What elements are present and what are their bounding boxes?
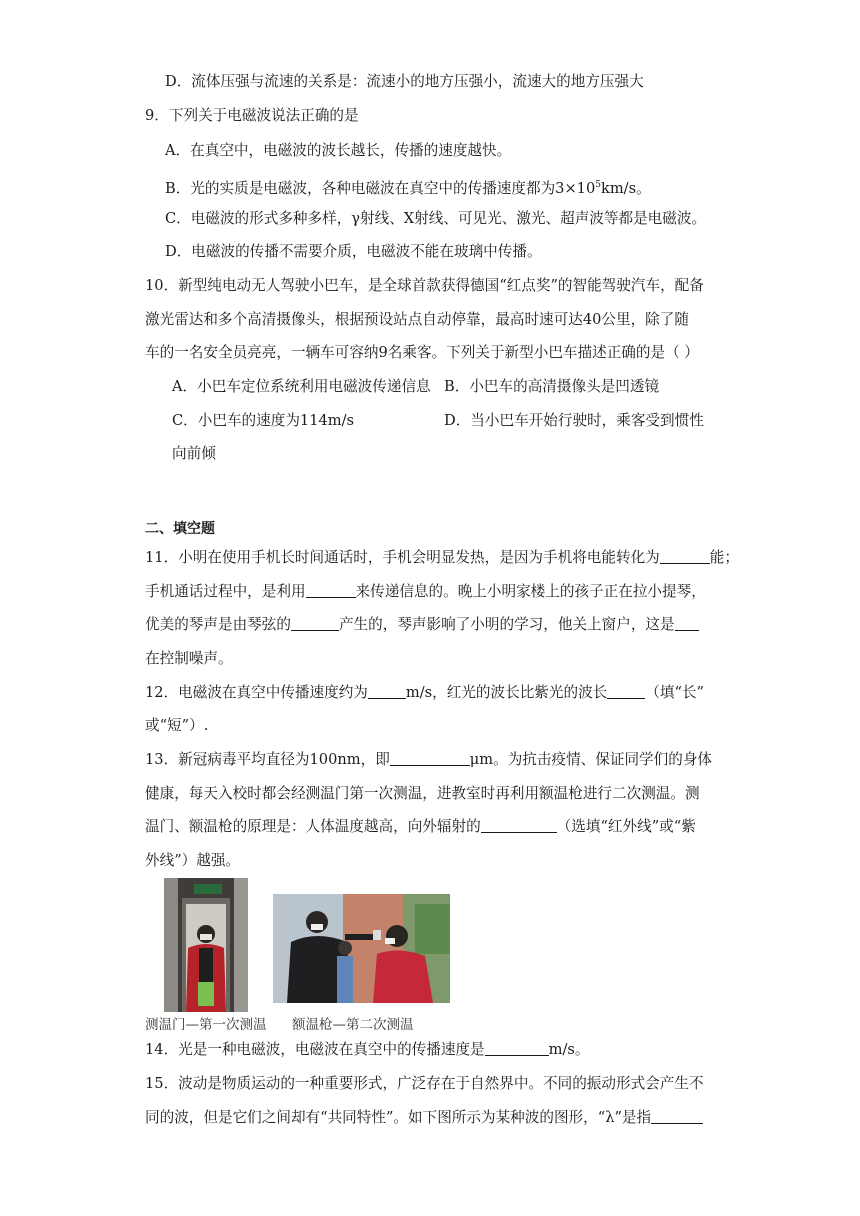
q12-line-1-mid: m/s，红光的波长比紫光的波长 <box>405 684 608 701</box>
q9-option-b-text: B．光的实质是电磁波，各种电磁波在真空中的传播速度都为3×10 <box>165 179 596 197</box>
q9-option-b-unit: km/s。 <box>600 179 651 197</box>
q11-line-3-text: 优美的琴声是由琴弦的 <box>145 616 291 633</box>
q13-line-4: 外线”）越强。 <box>145 852 241 869</box>
q9-option-c: C．电磁波的形式多种多样，γ射线、X射线、可见光、激光、超声波等都是电磁波。 <box>165 210 707 227</box>
q10-option-a: A．小巴车定位系统利用电磁波传递信息 <box>172 378 431 395</box>
q13-blank-1[interactable] <box>390 750 470 766</box>
q11-line-2-end: 来传递信息的。晚上小明家楼上的孩子正在拉小提琴， <box>355 583 706 600</box>
q11-line-3-end: 产生的，琴声影响了小明的学习，他关上窗户，这是 <box>338 616 675 633</box>
q14-line <box>145 1039 589 1061</box>
q11-line-2 <box>145 581 706 603</box>
q11-blank-1[interactable] <box>660 548 710 564</box>
q13-blank-2[interactable] <box>481 817 557 833</box>
q15-line-2 <box>145 1107 703 1129</box>
q9-stem: 9．下列关于电磁波说法正确的是 <box>145 107 359 124</box>
q9-option-b-exponent: 5 <box>595 180 601 190</box>
q9-option-d: D．电磁波的传播不需要介质，电磁波不能在玻璃中传播。 <box>165 243 542 260</box>
q12-blank-1[interactable] <box>368 683 406 699</box>
q12-line-2: 或“短”）. <box>145 717 209 734</box>
photo-caption-2: 额温枪—第二次测温 <box>292 1017 414 1033</box>
q11-blank-2[interactable] <box>306 582 356 598</box>
q13-line-3-end: （选填“红外线”或“紫 <box>556 818 696 835</box>
q14-text: 14．光是一种电磁波，电磁波在真空中的传播速度是 <box>145 1041 485 1058</box>
q10-option-c: C．小巴车的速度为114m/s <box>172 412 355 429</box>
q13-line-1 <box>145 749 712 771</box>
photo-caption-1: 测温门—第一次测温 <box>145 1017 267 1033</box>
q15-blank[interactable] <box>651 1108 703 1124</box>
q12-line-1-text: 12．电磁波在真空中传播速度约为 <box>145 684 368 701</box>
q10-option-d: D．当小巴车开始行驶时，乘客受到惯性 <box>444 412 704 429</box>
q15-line-1: 15．波动是物质运动的一种重要形式，广泛存在于自然界中。不同的振动形式会产生不 <box>145 1075 704 1092</box>
q12-line-1 <box>145 682 704 704</box>
q15-line-2-text: 同的波，但是它们之间却有“共同特性”。如下图所示为某种波的图形，“λ”是指 <box>145 1109 652 1126</box>
q9-option-b <box>165 174 651 200</box>
q11-line-4: 在控制噪声。 <box>145 650 233 667</box>
q11-line-1-end: 能； <box>709 549 739 566</box>
section-heading: 二、填空题 <box>145 521 215 537</box>
q12-blank-2[interactable] <box>607 683 645 699</box>
q11-blank-4[interactable] <box>675 615 699 631</box>
q11-line-1-text: 11．小明在使用手机长时间通话时，手机会明显发热，是因为手机将电能转化为 <box>145 549 660 566</box>
q13-line-3-text: 温门、额温枪的原理是：人体温度越高，向外辐射的 <box>145 818 481 835</box>
q14-unit: m/s。 <box>548 1041 590 1058</box>
q13-line-2: 健康，每天入校时都会经测温门第一次测温，进教室时再利用额温枪进行二次测温。测 <box>145 785 700 802</box>
q13-line-1-end: μm。为抗击疫情、保证同学们的身体 <box>469 751 713 768</box>
q10-line-3: 车的一名安全员亮亮，一辆车可容纳9名乘客。下列关于新型小巴车描述正确的是（ ） <box>145 344 699 361</box>
temperature-gate-photo <box>164 878 248 1012</box>
q13-line-1-text: 13．新冠病毒平均直径为100nm，即 <box>145 751 390 768</box>
q11-blank-3[interactable] <box>291 615 339 631</box>
q9-option-a: A．在真空中，电磁波的波长越长，传播的速度越快。 <box>165 142 512 159</box>
q13-line-3 <box>145 816 696 838</box>
q11-line-3 <box>145 614 699 636</box>
q10-line-2: 激光雷达和多个高清摄像头，根据预设站点自动停靠，最高时速可达40公里，除了随 <box>145 311 689 328</box>
forehead-thermometer-photo <box>273 894 450 1003</box>
q10-option-d-continued: 向前倾 <box>172 445 216 462</box>
q11-line-2-text: 手机通话过程中，是利用 <box>145 583 306 600</box>
q12-line-1-end: （填“长” <box>645 684 704 701</box>
q14-blank[interactable] <box>485 1040 549 1056</box>
q11-line-1 <box>145 547 739 569</box>
q8-option-d: D．流体压强与流速的关系是：流速小的地方压强小，流速大的地方压强大 <box>165 73 644 90</box>
q10-option-b: B．小巴车的高清摄像头是凹透镜 <box>444 378 660 395</box>
q10-line-1: 10．新型纯电动无人驾驶小巴车，是全球首款获得德国“红点奖”的智能驾驶汽车，配备 <box>145 277 704 294</box>
